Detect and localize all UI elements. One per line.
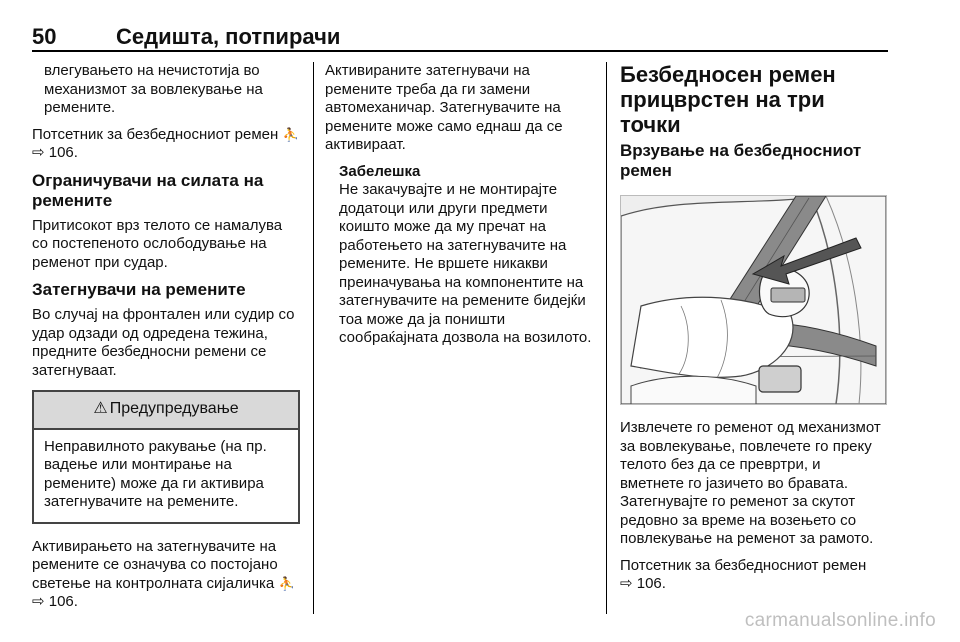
watermark: carmanualsonline.info [744, 610, 936, 631]
column-3 [620, 62, 888, 602]
force-limiters-heading: Ограничувачи на силата на ремените [32, 170, 264, 210]
buckling-subheading: Врзување на безбедносниот ремен [620, 141, 862, 180]
continued-text: влегувањето на нечистотија во механизмот за вовлекување на ремените. [44, 62, 263, 116]
airbag-warning-icon: ⛹ [278, 575, 295, 591]
reminder-page-ref: 106. [48, 144, 78, 161]
note-block [325, 163, 593, 348]
reminder-paragraph [32, 126, 300, 163]
ref-arrow-icon: ⇨ [32, 593, 45, 610]
activation-page-ref: 106. [48, 593, 78, 610]
page-number: 50 [32, 24, 57, 49]
seatbelt-illustration-svg [621, 196, 886, 404]
warning-title: Предупредување [109, 400, 239, 417]
warning-box [32, 390, 300, 524]
ref-arrow-icon: ⇨ [620, 575, 633, 592]
buckling-instructions: Извлечете го ременот од механизмот за вовлекување, повлечете го преку телото без да се превртри, и вметнете го јазичето во бравата. Затегнувајте го ременот за скутот редовно за време на возењето со повлекување на ременот за рамото. [620, 419, 881, 547]
column-2 [325, 62, 593, 348]
warning-text: Неправилното ракување (на пр. вадење или монтирање на ремените) може да ги активира затегнувачите на ремените. [44, 437, 267, 510]
column-divider [313, 62, 314, 614]
activation-text: Активирањето на затегнувачите на ремените се означува со постојано светење на контролната сијаличка [32, 537, 278, 592]
force-limiters-text: Притисокот врз телото се намалува со постепеното ослободување на ременот при судар. [32, 216, 283, 271]
seatbelt-buckling-illustration [620, 195, 887, 405]
reminder-paragraph-2 [620, 557, 888, 594]
column-1 [32, 62, 300, 620]
reminder-text: Потсетник за безбедносниот ремен [32, 125, 279, 143]
person-seatbelt-icon: ⛹ [282, 126, 299, 142]
pretensioners-text: Во случај на фронтален или судир со удар одзади од одредена тежина, предните безбедносни ремени се затегнуваат. [32, 306, 295, 379]
three-point-belt-heading: Безбедносен ремен прицврстен на три точки [620, 62, 836, 137]
reminder-text-2: Потсетник за безбедносниот ремен [620, 556, 867, 574]
page-header [32, 18, 888, 58]
pretensioners-heading: Затегнувачи на ремените [32, 280, 246, 299]
note-text: Не закачувајте и не монтирајте додатоци или други предмети коишто може да му пречат на работењето на затегнувачите на ремените. Не вршете никакви преиначувања на компонентите на затегнувачите на ремените бидејќи тоа може да ја поништи сообраќајната дозвола на возилото. [339, 181, 592, 346]
ref-arrow-icon: ⇨ [32, 144, 45, 161]
section-title: Седишта, потпирачи [116, 24, 341, 49]
warning-header [34, 392, 298, 430]
header-rule [32, 50, 888, 52]
activation-paragraph [32, 538, 300, 612]
column-divider [606, 62, 607, 614]
warning-triangle-icon: ⚠ [93, 400, 108, 417]
reminder-page-ref-2: 106. [636, 575, 666, 592]
replace-text: Активираните затегнувачи на ремените треба да ги замени автомеханичар. Затегнувачите на ремените може само еднаш да се активираат. [325, 62, 563, 153]
note-title: Забелешка [339, 162, 421, 180]
